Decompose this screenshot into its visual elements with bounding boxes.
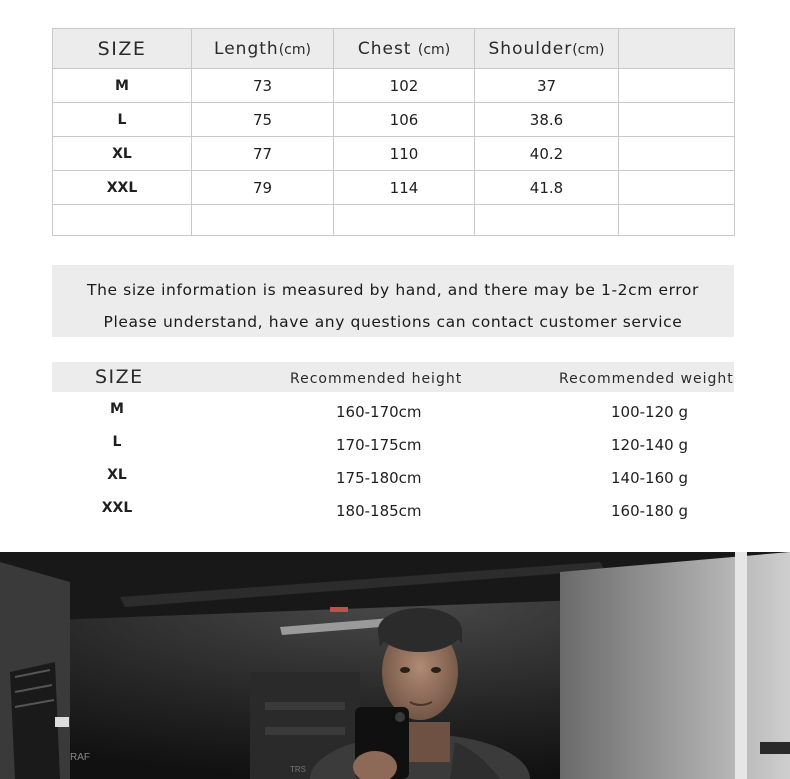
right-wall bbox=[560, 552, 790, 779]
notice-line-2: Please understand, have any questions can contact customer service bbox=[103, 313, 683, 331]
product-photo bbox=[0, 552, 790, 779]
cell-size: XL bbox=[53, 137, 192, 171]
cell-size: XXL bbox=[53, 171, 192, 205]
table-row-empty bbox=[53, 205, 735, 236]
cell-chest: 106 bbox=[334, 103, 475, 137]
cell-empty bbox=[619, 171, 735, 205]
notice-line-1: The size information is measured by hand, and there may be 1-2cm error bbox=[87, 281, 699, 299]
cell-chest: 114 bbox=[334, 171, 475, 205]
cell-shoulder: 40.2 bbox=[475, 137, 619, 171]
size-chart-header-row bbox=[53, 29, 735, 69]
table-row bbox=[53, 137, 735, 171]
rec-weight: 100-120 g bbox=[611, 403, 688, 421]
measurement-notice bbox=[52, 265, 734, 337]
header-empty bbox=[619, 29, 735, 69]
cell-size: M bbox=[53, 69, 192, 103]
rec-weight: 140-160 g bbox=[611, 469, 688, 487]
wall-text-left: RAF bbox=[70, 752, 90, 763]
cell-length: 79 bbox=[192, 171, 334, 205]
table-row bbox=[53, 69, 735, 103]
rec-size: XL bbox=[107, 467, 127, 483]
table-row bbox=[53, 103, 735, 137]
cell-empty bbox=[619, 137, 735, 171]
pole bbox=[735, 552, 747, 779]
cell-size: L bbox=[53, 103, 192, 137]
rec-size: M bbox=[110, 401, 124, 417]
table-row bbox=[53, 171, 735, 205]
rec-size: L bbox=[112, 434, 122, 450]
cell-length: 75 bbox=[192, 103, 334, 137]
cell-shoulder: 38.6 bbox=[475, 103, 619, 137]
header-size: SIZE bbox=[53, 29, 192, 69]
cell-length: 73 bbox=[192, 69, 334, 103]
rec-height: 170-175cm bbox=[336, 436, 422, 454]
recommendation-row bbox=[52, 436, 734, 460]
cell-chest: 110 bbox=[334, 137, 475, 171]
cell-chest: 102 bbox=[334, 69, 475, 103]
gym-selfie-illustration bbox=[0, 552, 790, 779]
cell-length: 77 bbox=[192, 137, 334, 171]
rec-header-size: SIZE bbox=[95, 366, 144, 388]
rec-height: 160-170cm bbox=[336, 403, 422, 421]
recommendation-row bbox=[52, 469, 734, 493]
cell-empty bbox=[619, 69, 735, 103]
cell-shoulder: 37 bbox=[475, 69, 619, 103]
wall-text-center: TRS bbox=[290, 765, 306, 774]
rec-header-weight: Recommended weight bbox=[559, 371, 734, 387]
recommendation-header bbox=[52, 362, 734, 392]
size-chart-table bbox=[52, 28, 735, 236]
header-length: Length(cm) bbox=[192, 29, 334, 69]
recommendation-row bbox=[52, 502, 734, 526]
header-shoulder: Shoulder(cm) bbox=[475, 29, 619, 69]
header-chest: Chest (cm) bbox=[334, 29, 475, 69]
rec-weight: 120-140 g bbox=[611, 436, 688, 454]
cell-empty bbox=[619, 103, 735, 137]
recommendation-row bbox=[52, 403, 734, 427]
rec-header-height: Recommended height bbox=[290, 371, 463, 387]
rec-height: 180-185cm bbox=[336, 502, 422, 520]
rec-weight: 160-180 g bbox=[611, 502, 688, 520]
rec-size: XXL bbox=[101, 500, 133, 516]
cell-shoulder: 41.8 bbox=[475, 171, 619, 205]
rec-height: 175-180cm bbox=[336, 469, 422, 487]
